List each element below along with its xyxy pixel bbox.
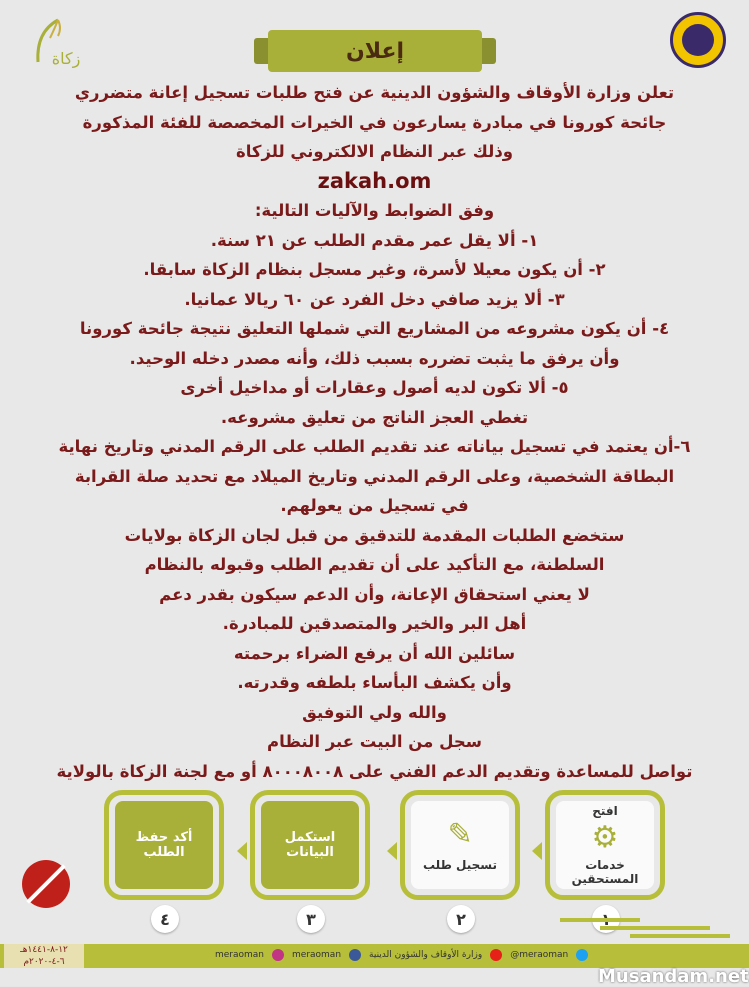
step-1-open-beneficiary-services[interactable]: [545, 790, 665, 900]
step-1-top-label: افتح: [592, 804, 618, 818]
body-line: وأن يرفق ما يثبت تضرره بسبب ذلك، وأنه مصدر دخله الوحيد.: [129, 348, 620, 368]
ministry-name: وزارة الأوقاف والشؤون الدينية: [369, 950, 483, 960]
body-line: وأن يكشف البأساء بلطفه وقدرته.: [237, 673, 512, 692]
body-line: ستخضع الطلبات المقدمة للتدقيق من قبل لجان الزكاة بولايات: [124, 525, 625, 545]
body-line: ١- ألا يقل عمر مقدم الطلب عن ٢١ سنة.: [210, 230, 539, 250]
gear-hand-icon: ⚙: [591, 820, 619, 855]
body-line: سائلين الله أن يرفع الضراء برحمته: [233, 643, 516, 663]
body-line: ٥- ألا تكون لديه أصول وعقارات أو مداخيل أخرى: [180, 378, 569, 397]
watermark: Musandam.net: [598, 966, 749, 987]
body-line: ٣- ألا يزيد صافي دخل الفرد عن ٦٠ ريالا عمانيا.: [184, 289, 565, 309]
step-number-3: ٣: [297, 905, 325, 933]
decor-bar: [630, 934, 730, 938]
ministry-emblem: [670, 12, 726, 68]
body-line: السلطنة، مع التأكيد على أن تقديم الطلب وقبوله بالنظام: [144, 555, 605, 574]
step-number-2: ٢: [447, 905, 475, 933]
step-4-label: أكد حفظ الطلب: [115, 801, 213, 889]
body-line: وذلك عبر النظام الالكتروني للزكاة: [235, 142, 514, 161]
zakat-logo: [28, 12, 90, 74]
body-line: تواصل للمساعدة وتقديم الدعم الفني على ٨٠٠٠٨٠٠٨ أو مع لجنة الزكاة بالولاية: [56, 761, 693, 781]
instagram-icon[interactable]: [272, 949, 284, 961]
zakah-url-link[interactable]: zakah.om: [317, 168, 432, 193]
step-2-label: تسجيل طلب: [422, 858, 498, 872]
step-4-confirm-save[interactable]: [104, 790, 224, 900]
date-hijri: ١٢-٨-١٤٤١هـ: [20, 945, 68, 955]
zakat-logo-text: زكاة: [51, 49, 81, 68]
announcement-body: [20, 78, 729, 786]
body-line: أهل البر والخير والمتصدقين للمبادرة.: [222, 614, 527, 633]
body-line: البطاقة الشخصية، وعلى الرقم المدني وتاريخ الميلاد مع تحديد صلة القرابة: [74, 466, 675, 486]
body-line: والله ولي التوفيق: [302, 702, 447, 722]
arrow-icon: [237, 842, 247, 860]
body-line: سجل من البيت عبر النظام: [267, 732, 482, 751]
no-virus-icon: [22, 860, 70, 908]
body-line: تغطي العجز الناتج من تعليق مشروعه.: [220, 407, 529, 427]
body-line: جائحة كورونا في مبادرة يسارعون في الخيرات المخصصة للفئة المذكورة: [82, 112, 667, 132]
social-links: [215, 949, 588, 961]
twitter-icon[interactable]: [576, 949, 588, 961]
step-number-4: ٤: [151, 905, 179, 933]
step-1-label: خدمات المستحقين: [571, 858, 639, 886]
body-line: وفق الضوابط والآليات التالية:: [254, 201, 495, 220]
arrow-icon: [532, 842, 542, 860]
body-line: لا يعني استحقاق الإعانة، وأن الدعم سيكون بقدر دعم: [159, 584, 590, 604]
step-3-label: استكمل البيانات: [261, 801, 359, 889]
arrow-icon: [387, 842, 397, 860]
decor-bar: [560, 918, 640, 922]
decor-bar: [600, 926, 710, 930]
body-line: ٤- أن يكون مشروعه من المشاريع التي شملها التعليق نتيجة جائحة كورونا: [79, 319, 670, 338]
body-line: تعلن وزارة الأوقاف والشؤون الدينية عن فتح طلبات تسجيل إعانة متضرري: [74, 83, 675, 102]
facebook-icon[interactable]: [349, 949, 361, 961]
step-2-register-request[interactable]: [400, 790, 520, 900]
youtube-icon[interactable]: [490, 949, 502, 961]
handle-3[interactable]: @meraoman: [510, 950, 569, 960]
document-pen-icon: ✎: [447, 817, 473, 852]
date-gregorian: ٦-٤-٢٠٢٠م: [23, 957, 65, 967]
handle-2[interactable]: meraoman: [292, 950, 342, 960]
footer-bar: [0, 944, 749, 968]
body-line: ٦-أن يعتمد في تسجيل بياناته عند تقديم الطلب على الرقم المدني وتاريخ نهاية: [58, 437, 691, 456]
body-line: في تسجيل من يعولهم.: [280, 496, 469, 515]
handle-1[interactable]: meraoman: [215, 950, 265, 960]
date-box: [4, 944, 84, 968]
step-3-complete-data[interactable]: [250, 790, 370, 900]
page-title: إعلان: [268, 30, 482, 72]
body-line: ٢- أن يكون معيلا لأسرة، وغير مسجل بنظام الزكاة سابقا.: [143, 260, 606, 279]
